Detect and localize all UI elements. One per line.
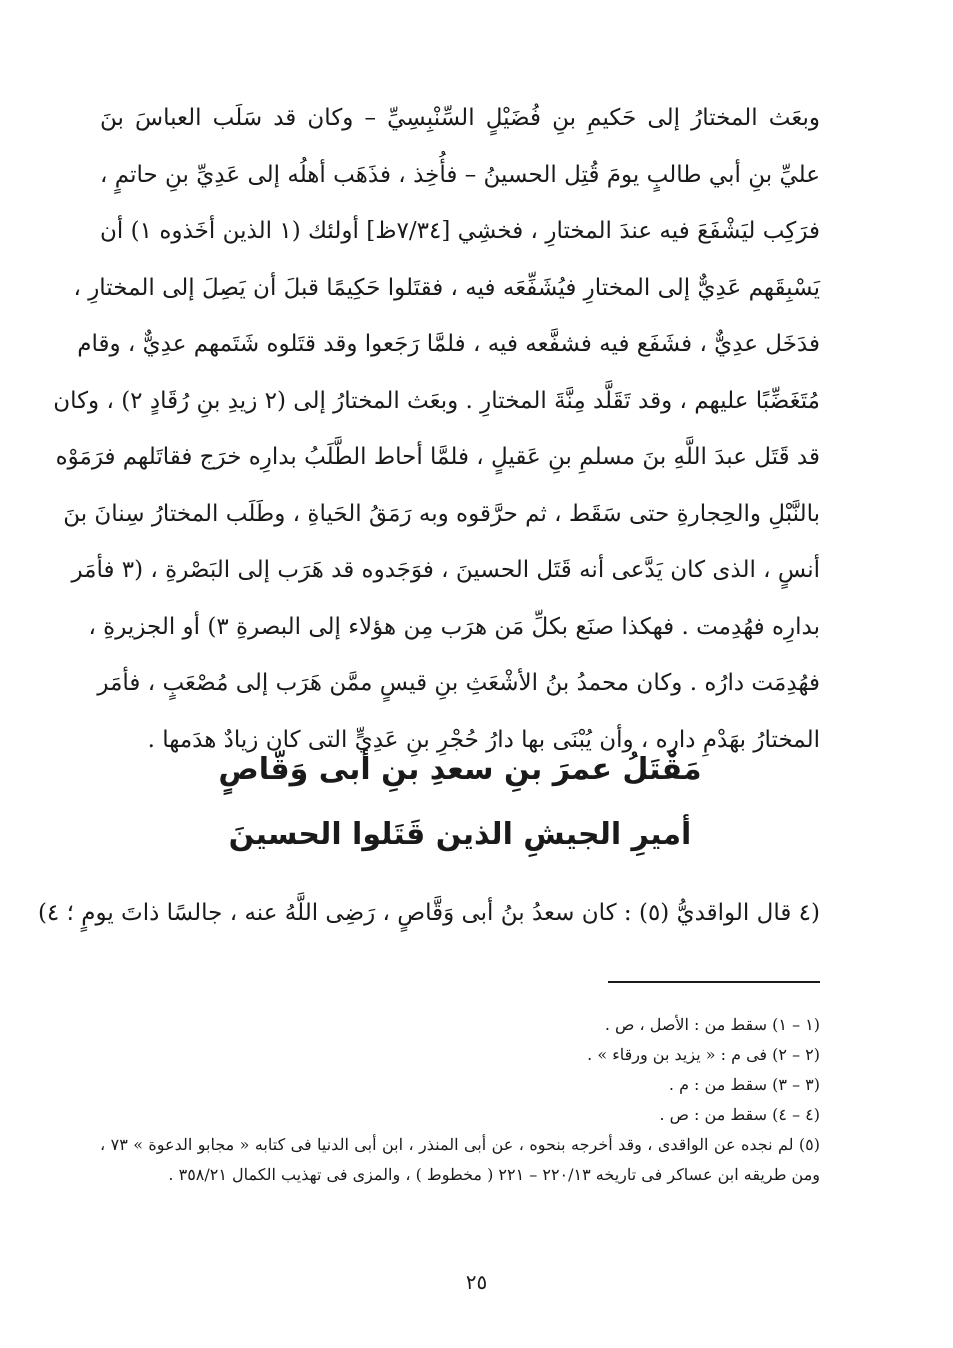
text-line: فدَخَل عدِيٌّ ، فشَفَع فيه فشفَّعه فيه ، فلمَّا رَجَعوا وقد قتَلوه شَتَمهم عدِيٌّ ، وقام	[77, 331, 820, 357]
footnote: (٤ – ٤) سقط من : ص .	[659, 1105, 820, 1124]
text-line: يَسْبِقَهم عَدِيٌّ إلى المختارِ فيُشَفِّعَه فيه ، فقتَلوا حَكِيمًا قبلَ أن يَصِلَ إلى المختارِ ،	[73, 274, 820, 301]
footnotes	[100, 1010, 820, 1190]
text-line: بالنَّبْلِ والحِجارةِ حتى سَقَط ، ثم حرَّقوه وبه رَمَقُ الحَياةِ ، وطَلَب المختارُ سِنانَ بنَ	[63, 500, 820, 527]
text-line: بدارِه فهُدِمت . فهكذا صنَع بكلِّ مَن هرَب مِن هؤلاء إلى البصرةِ ٣) أو الجزيرةِ ،	[88, 613, 820, 640]
text-line: قد قَتَل عبدَ اللَّهِ بنَ مسلمِ بنِ عَقيلٍ ، فلمَّا أحاط الطَّلَبُ بدارِه خرَج فقاتَلهم فرَمَوْه	[55, 444, 820, 470]
text-line: وبعَث المختارُ إلى حَكيمِ بنِ فُضَيْلٍ السِّنْبِسِيِّ – وكان قد سَلَب العباسَ بنَ	[100, 105, 820, 131]
main-text	[53, 90, 821, 768]
section-intro-line: (٤ قال الواقديُّ (٥) : كان سعدُ بنُ أبى وَقَّاصٍ ، رَضِى اللَّهُ عنه ، جالسًا ذاتَ يومٍ ؛ ٤)	[37, 900, 820, 926]
section-heading-line-2: أميرِ الجيشِ الذين قَتَلوا الحسينَ	[228, 817, 692, 852]
footnote: (٢ – ٢) فى م : « يزيد بن ورقاء » .	[587, 1045, 820, 1064]
footnote: (٣ – ٣) سقط من : م .	[668, 1075, 820, 1094]
text-line: فرَكِب ليَشْفَعَ فيه عندَ المختارِ ، فخشِي [٧/٣٤ظ] أولئك (١ الذين أخَذوه ١) أن	[100, 218, 821, 244]
footnote: (٥) لم نجده عن الواقدى ، وقد أخرجه بنحوه ، عن أبى المنذر ، ابن أبى الدنيا فى كتابه « مجابو الدعوة » ٧٣ ، ومن طريقه ابن عساكر فى تاريخه ٢٢٠/١٣ – ٢٢١ ( مخطوط ) ، والمزى فى تهذيب الكمال ٣٥٨/٢١ .	[100, 1135, 821, 1184]
text-line: عليِّ بنِ أبي طالبٍ يومَ قُتِل الحسينُ – فأُخِذ ، فذَهَب أهلُه إلى عَدِيِّ بنِ حاتمٍ ،	[100, 161, 820, 188]
footnote: (١ – ١) سقط من : الأصل ، ص .	[604, 1015, 820, 1034]
text-line: فهُدِمَت دارُه . وكان محمدُ بنُ الأشْعَثِ بنِ قيسٍ ممَّن هَرَب إلى مُصْعَبٍ ، فأمَر	[97, 670, 820, 696]
page-number: ٢٥	[465, 1270, 488, 1294]
section-heading-line-1: مَقْتَلُ عمرَ بنِ سعدِ بنِ أبى وَقّاصٍ	[218, 752, 702, 787]
text-line: مُتَغَضِّبًا عليهم ، وقد تَقَلَّد مِنَّةَ المختارِ . وبعَث المختارُ إلى (٢ زيدِ بنِ رُقَادٍ ٢) ، وكان	[53, 387, 820, 414]
text-line: أنسٍ ، الذى كان يَدَّعى أنه قَتَل الحسينَ ، فوَجَدوه قد هَرَب إلى البَصْرةِ ، (٣ فأمَر	[71, 557, 820, 583]
text-line: المختارُ بهَدْمِ دارِه ، وأن يُبْنَى بها دارُ حُجْرِ بنِ عَدِيٍّ التى كان زيادٌ هدَمها .	[147, 726, 820, 753]
footnote-divider	[608, 981, 820, 983]
